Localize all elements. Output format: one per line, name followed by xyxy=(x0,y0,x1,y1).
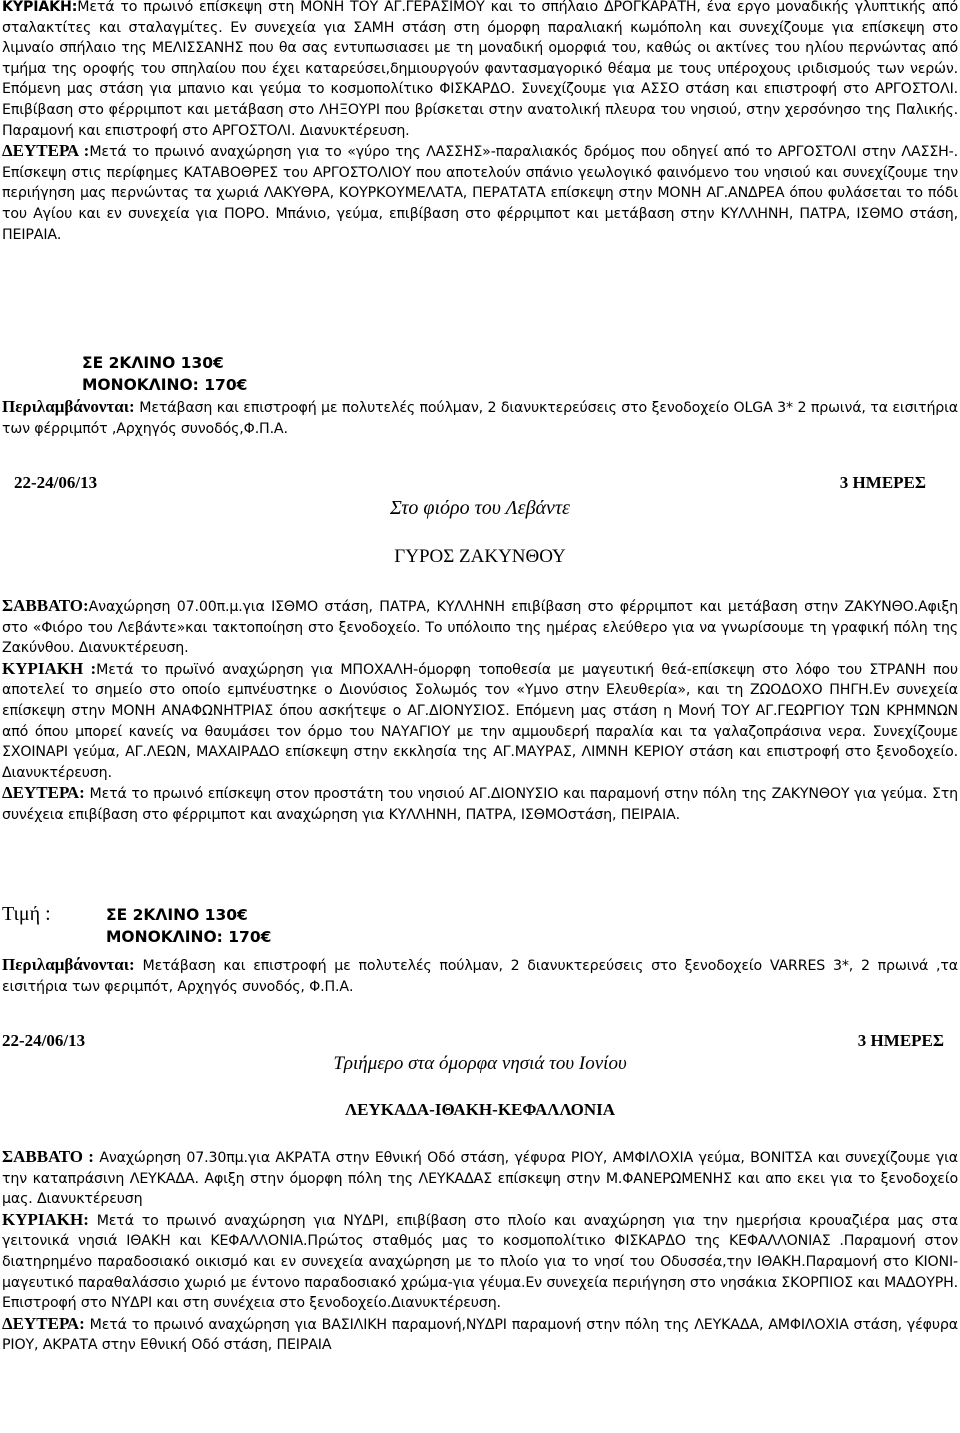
day-label: ΔΕΥΤΕΡΑ: xyxy=(2,783,85,803)
day-text: Αναχώρηση 07.00π.μ.για ΙΣΘΜΟ στάση, ΠΑΤΡΑ, ΚΥΛΛΗΝΗ επιβίβαση στο φέρριμποτ και μετάβαση στην ΖΑΚΥΝΘΟ.Αφιξη στο «Φιόρο του Λεβάντε»και τακτοποίηση στο ξενοδοχείο. Το υπόλοιπο της ημέρας ελεύθερο για να γνωρίσουμε τη γραφική πόλη της Ζακύνθου. Διανυκτέρευση. xyxy=(2,599,958,657)
day-text: Μετά το πρωινό αναχώρηση για το «γύρο της ΛΑΣΣΗΣ»-παραλιακός δρόμος που οδηγεί από το ΑΡΓΟΣΤΟΛΙ στην ΛΑΣΣΗ-. Επίσκεψη στις περίφημες ΚΑΤΑΒΟΘΡΕΣ του ΑΡΓΟΣΤΟΛΙΟΥ που αποτελούν σπάνιο γεωλογικό φαινόμενο του νησιού και συνεχίζουμε την περιήγηση μας περνώντας τα χωριά ΛΑΚΥΘΡΑ, ΚΟΥΡΚΟΥΜΕΛΑΤΑ, ΠΕΡΑΤΑΤΑ επίσκεψη στην ΜΟΝΗ ΑΓ.ΑΝΔΡΕΑ όπου φυλάσεται το πόδι του Αγίου και εν συνεχεία για ΠΟΡΟ. Μπάνιο, γεύμα, επιβίβαση στο φέρριμποτ και μετάβαση στην ΚΥΛΛΗΝΗ, ΠΑΤΡΑ, ΙΣΘΜΟ στάση, ΠΕΙΡΑΙΑ. xyxy=(2,144,959,243)
day-label: ΔΕΥΤΕΡΑ: xyxy=(2,1313,85,1333)
day-paragraph-saturday xyxy=(2,596,958,659)
day-label: ΚΥΡΙΑΚΗ : xyxy=(2,658,97,678)
day-paragraph-saturday xyxy=(2,1147,958,1210)
day-paragraph-monday xyxy=(2,783,958,825)
trip-lefkada-ithaki-kefalonia xyxy=(2,1147,958,1356)
included-text: Μετάβαση και επιστροφή με πολυτελές πούλμαν, 2 διανυκτερεύσεις στο ξενοδοχείο VARRES 3*, 2 πρωινά ,τα εισιτήρια των φεριμπότ, Αρχηγός συνοδός, Φ.Π.Α. xyxy=(2,958,958,995)
trip-dates: 22-24/06/13 xyxy=(14,473,98,492)
day-text: Μετά το πρωινό επίσκεψη στη ΜΟΝΗ ΤΟΥ ΑΓ.ΓΕΡΑΣΙΜΟΥ και το σπήλαιο ΔΡΟΓΚΑΡΑΤΗ, ένα εργο μοναδικής γλυπτικής από σταλακτίτες και σταλαγμίτες. Εν συνεχεία για ΣΑΜΗ στάση στη όμορφη παραλιακή κωμόπολη και συνεχίζουμε για επίσκεψη στο λιμναίο σπήλαιο της ΜΕΛΙΣΣΑΝΗΣ που θα σας εντυπωσιασει με τη μοναδική ομορφιά του, καθώς οι ακτίνες του ηλίου περνώντας από τμήμα της οροφής του σπηλαίου που έχει καταρεύσει,δημιουργούν φαντασμαγορικό θέαμα με τους υπέροχους ιριδισμούς των νερών. Επόμενη μας στάση για μπανιο και γεύμα το κοσμοπολίτικο ΦΙΣΚΑΡΔΟ. Συνεχίζουμε για ΑΣΣΟ στάση και επιστροφή στο ΑΡΓΟΣΤΟΛΙ. Επιβίβαση στο φέρριμποτ και μετάβαση στο ΛΗΞΟΥΡΙ που βρίσκεται στην ανατολική πλευρα του νησιού, στην χερσόνησο της Παλικής. Παραμονή και επιστροφή στο ΑΡΓΟΣΤΟΛΙ. Διανυκτέρευση. xyxy=(2,0,958,139)
price-double-room: ΣΕ 2ΚΛΙΝΟ 130€ xyxy=(106,906,248,924)
price-block xyxy=(2,903,402,948)
included-paragraph xyxy=(2,955,958,997)
day-text: Μετά το πρωινό αναχώρηση για ΒΑΣΙΛΙΚΗ παραμονή,ΝΥΔΡΙ παραμονή στην πόλη της ΛΕΥΚΑΔΑ, ΑΜΦΙΛΟΧΙΑ στάση, γέφυρα ΡΙΟΥ, ΑΚΡΑΤΑ στην Εθνική Οδό στάση, ΠΕΙΡΑΙΑ xyxy=(2,1316,958,1354)
included-label: Περιλαμβάνονται: xyxy=(2,397,135,416)
price-single-room: ΜΟΝΟΚΛΙΝΟ: 170€ xyxy=(106,928,272,946)
trip-kefalonia-continued xyxy=(2,0,958,245)
day-label: ΣΑΒΒΑΤΟ: xyxy=(2,596,89,615)
trip-title: ΓΥΡΟΣ ΖΑΚΥΝΘΟΥ xyxy=(394,546,566,567)
trip-title: ΛΕΥΚΑΔΑ-ΙΘΑΚΗ-ΚΕΦΑΛΛΟΝΙΑ xyxy=(344,1100,616,1119)
day-label: ΔΕΥΤΕΡΑ : xyxy=(2,141,90,161)
included-label: Περιλαμβάνονται: xyxy=(2,955,135,974)
trip-header-row xyxy=(0,1030,960,1052)
day-paragraph-monday xyxy=(2,141,958,245)
day-paragraph-sunday xyxy=(2,1210,958,1314)
included-text: Μετάβαση και επιστροφή με πολυτελές πούλμαν, 2 διανυκτερεύσεις στο ξενοδοχείο OLGA 3* 2 πρωινά, τα εισιτήρια των φέρριμπότ ,Αρχηγός συνοδός,Φ.Π.Α. xyxy=(2,400,958,437)
day-label: ΣΑΒΒΑΤΟ : xyxy=(2,1147,94,1166)
day-text: Μετά το πρωινό αναχώρηση για ΝΥΔΡΙ, επιβίβαση στο πλοίο και αναχώρηση για την ημερήσια κρουαζιέρα μας στα γειτονικά νησιά ΙΘΑΚΗ και ΚΕΦΑΛΛΟΝΙΑ.Πρώτος σταθμός μας το κοσμοπολίτικο ΦΙΣΚΑΡΔΟ της ΚΕΦΑΛΛΟΝΙΑΣ .Παραμονή στον διατηρημένο παραδοσιακό οικισμό και εν συνεχεία αναχώρηση με το πλοίο για το νησί του Οδυσσέα,την ΙΘΑΚΗ.Παραμονή στο ΚΙΟΝΙ-μαγευτικό παραθαλάσσιο χωριό με έντονο παραδοσιακό χρώμα-για γέυμα.Εν συνεχεία περιήγηση στο νησάκια ΣΚΟΡΠΙΟΣ και ΜΑΔΟΥΡΗ. Επιστροφή στο ΝΥΔΡΙ και στη συνέχεια στο ξενοδοχείο.Διανυκτέρευση. xyxy=(2,1212,958,1312)
day-label: ΚΥΡΙΑΚΗ: xyxy=(2,0,78,15)
trip-dates: 22-24/06/13 xyxy=(2,1031,86,1050)
trip-zakynthos xyxy=(2,596,958,826)
trip-header-row xyxy=(0,472,960,494)
day-label: ΚΥΡΙΑΚΗ: xyxy=(2,1209,89,1229)
trip-duration: 3 ΗΜΕΡΕΣ xyxy=(857,1031,944,1050)
price-single-room: ΜΟΝΟΚΛΙΝΟ: 170€ xyxy=(82,376,248,394)
day-paragraph-sunday xyxy=(2,0,958,141)
day-text: Μετά το πρωινό επίσκεψη στον προστάτη του νησιού ΑΓ.ΔΙΟΝΥΣΙΟ και παραμονή στην πόλη της ΖΑΚΥΝΘΟΥ για γεύμα. Στη συνέχεια επιβίβαση στο φέρριμποτ και αναχώρηση για ΚΥΛΛΗΝΗ, ΠΑΤΡΑ, ΙΣΘΜΟστάση, ΠΕΙΡΑΙΑ. xyxy=(2,786,958,823)
price-double-room: ΣΕ 2ΚΛΙΝΟ 130€ xyxy=(82,354,224,372)
included-paragraph xyxy=(2,397,958,439)
day-paragraph-sunday xyxy=(2,659,958,784)
day-paragraph-monday xyxy=(2,1314,958,1356)
price-block xyxy=(82,352,247,396)
trip-subtitle: Τριήμερο στα όμορφα νησιά του Ιονίου xyxy=(333,1053,627,1074)
price-label: Τιμή : xyxy=(2,903,51,925)
trip-subtitle: Στο φιόρο του Λεβάντε xyxy=(390,497,570,519)
trip-duration: 3 ΗΜΕΡΕΣ xyxy=(839,473,926,492)
day-text: Αναχώρηση 07.30πμ.για ΑΚΡΑΤΑ στην Εθνική Οδό στάση, γέφυρα ΡΙΟΥ, ΑΜΦΙΛΟΧΙΑ γεύμα, ΒΟΝΙΤΣΑ και συνεχίζουμε για την καταπράσινη ΛΕΥΚΑΔΑ. Αφιξη στην όμορφη πόλη της ΛΕΥΚΑΔΑΣ επίσκεψη στην Μ.ΦΑΝΕΡΩΜΕΝΗΣ και απο εκει για το ξενοδοχείο μας. Διανυκτέρευση xyxy=(2,1150,958,1208)
day-text: Μετά το πρωϊνό αναχώρηση για ΜΠΟΧΑΛΗ-όμορφη τοποθεσία με μαγευτική θεά-επίσκεψη στο λόφο του ΣΤΡΑΝΗ που αποτελεί το σημείο στο οποίο εμπνέυστηκε ο Διονύσιος Σολωμός τον «Υμνο στην Ελευθερία», και τη ΖΩΟΔΟΧΟ ΠΗΓΗ.Εν συνεχεία επίσκεψη στην ΜΟΝΗ ΑΝΑΦΩΝΗΤΡΙΑΣ όπου ασκήτεψε ο ΑΓ.ΔΙΟΝΥΣΙΟΣ. Επόμενη μας στάση η Μονή ΤΟΥ ΑΓ.ΓΕΩΡΓΙΟΥ ΤΩΝ ΚΡΗΜΝΩΝ από όπου μπορεί κανείς να θαυμάσει τον όρμο του ΝΑΥΑΓΙΟΥ με την αμμουδερή παραλία και τα γαλαζοπράσινα νερα. Συνεχίζουμε ΣΧΟΙΝΑΡΙ γεύμα, ΑΓ.ΛΕΩΝ, ΜΑΧΑΙΡΑΔΟ επίσκεψη στην εκκλησία της ΑΓ.ΜΑΥΡΑΣ, ΛΙΜΝΗ ΚΕΡΙΟΥ στάση και επιστροφή στο ξενοδοχείο. Διανυκτέρευση. xyxy=(2,661,958,781)
